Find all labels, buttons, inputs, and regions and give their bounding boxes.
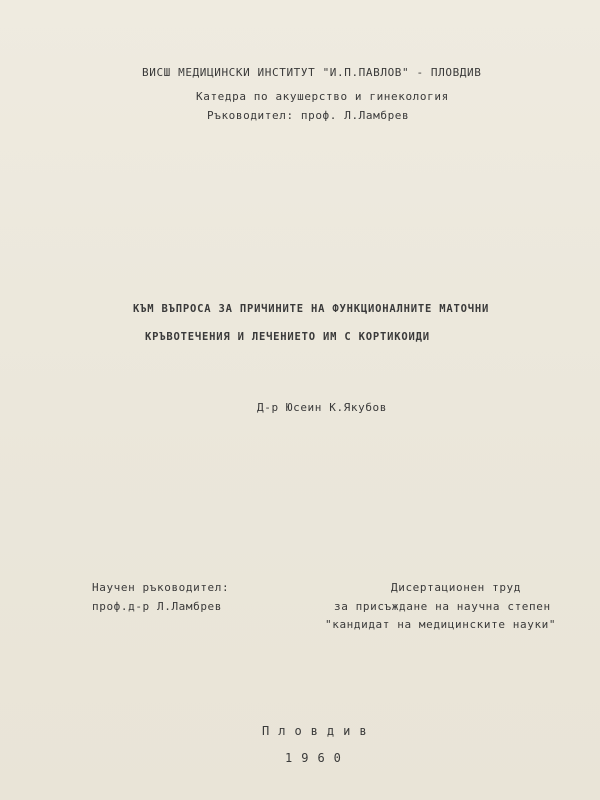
title-line-2: КРЪВОТЕЧЕНИЯ И ЛЕЧЕНИЕТО ИМ С КОРТИКОИДИ [145, 331, 430, 343]
supervisor-name: проф.д-р Л.Ламбрев [92, 600, 223, 613]
city: Пловдив [262, 724, 376, 738]
dissertation-line-3: "кандидат на медицинските науки" [325, 618, 557, 631]
department-head: Ръководител: проф. Л.Ламбрев [207, 109, 410, 122]
institute-name: ВИСШ МЕДИЦИНСКИ ИНСТИТУТ "И.П.ПАВЛОВ" - ПЛОВДИВ [142, 66, 482, 79]
year: 1960 [285, 751, 350, 765]
department-name: Катедра по акушерство и гинекология [196, 90, 449, 103]
supervisor-label: Научен ръководител: [92, 581, 230, 594]
dissertation-line-1: Дисертационен труд [391, 581, 522, 594]
title-line-1: КЪМ ВЪПРОСА ЗА ПРИЧИНИТЕ НА ФУНКЦИОНАЛНИТЕ МАТОЧНИ [133, 303, 490, 315]
dissertation-line-2: за присъждане на научна степен [334, 600, 551, 613]
author-name: Д-р Юсеин К.Якубов [257, 401, 388, 414]
